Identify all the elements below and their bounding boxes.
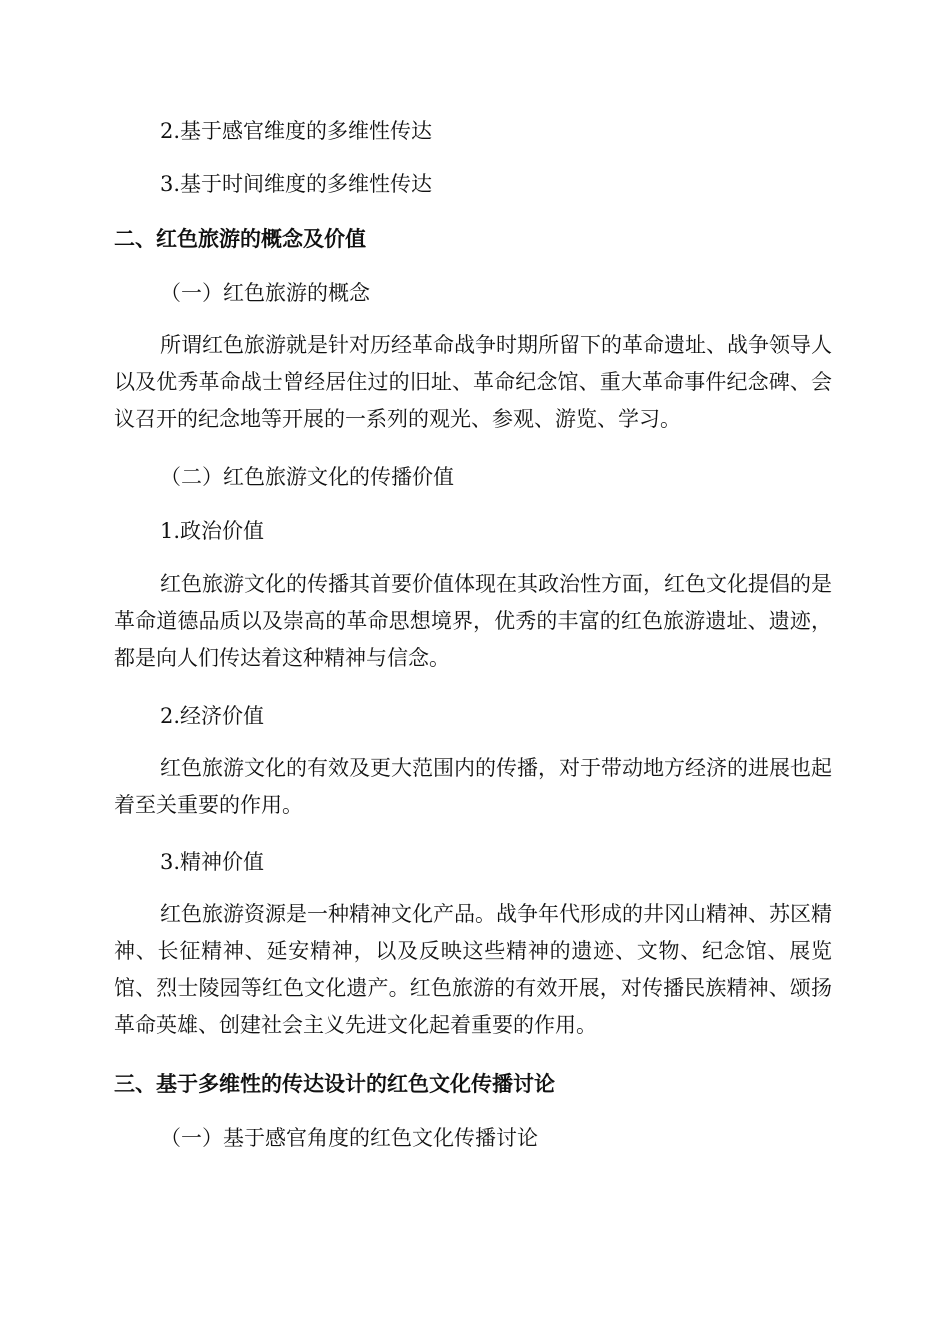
section-heading-2: 二、红色旅游的概念及价值 — [114, 226, 366, 251]
item-spiritual-value: 3.精神价值 — [160, 850, 265, 874]
section-heading-3: 三、基于多维性的传达设计的红色文化传播讨论 — [114, 1071, 555, 1096]
paragraph-spiritual: 红色旅游资源是一种精神文化产品。战争年代形成的井冈山精神、苏区精神、长征精神、延安精神，以及反映这些精神的遗迹、文物、纪念馆、展览馆、烈士陵园等红色文化遗产。红色旅游的有效开展，对传播民族精神、颂扬革命英雄、创建社会主义先进文化起着重要的作用。 — [114, 902, 832, 1037]
subsection-heading-value: （二）红色旅游文化的传播价值 — [160, 465, 454, 489]
item-economic-value: 2.经济价值 — [160, 704, 265, 728]
paragraph-concept: 所谓红色旅游就是针对历经革命战争时期所留下的革命遗址、战争领导人以及优秀革命战士曾经居住过的旧址、革命纪念馆、重大革命事件纪念碑、会议召开的纪念地等开展的一系列的观光、参观、游览、学习。 — [114, 333, 832, 431]
item-political-value: 1.政治价值 — [160, 519, 265, 543]
paragraph-economic: 红色旅游文化的有效及更大范围内的传播，对于带动地方经济的进展也起着至关重要的作用。 — [114, 756, 832, 817]
list-item-time-dimension: 3.基于时间维度的多维性传达 — [160, 172, 433, 196]
list-item-sensory-dimension: 2.基于感官维度的多维性传达 — [160, 119, 433, 143]
paragraph-political: 红色旅游文化的传播其首要价值体现在其政治性方面，红色文化提倡的是革命道德品质以及崇高的革命思想境界，优秀的丰富的红色旅游遗址、遗迹，都是向人们传达着这种精神与信念。 — [114, 572, 832, 670]
subsection-heading-sensory: （一）基于感官角度的红色文化传播讨论 — [160, 1126, 538, 1150]
subsection-heading-concept: （一）红色旅游的概念 — [160, 281, 370, 305]
